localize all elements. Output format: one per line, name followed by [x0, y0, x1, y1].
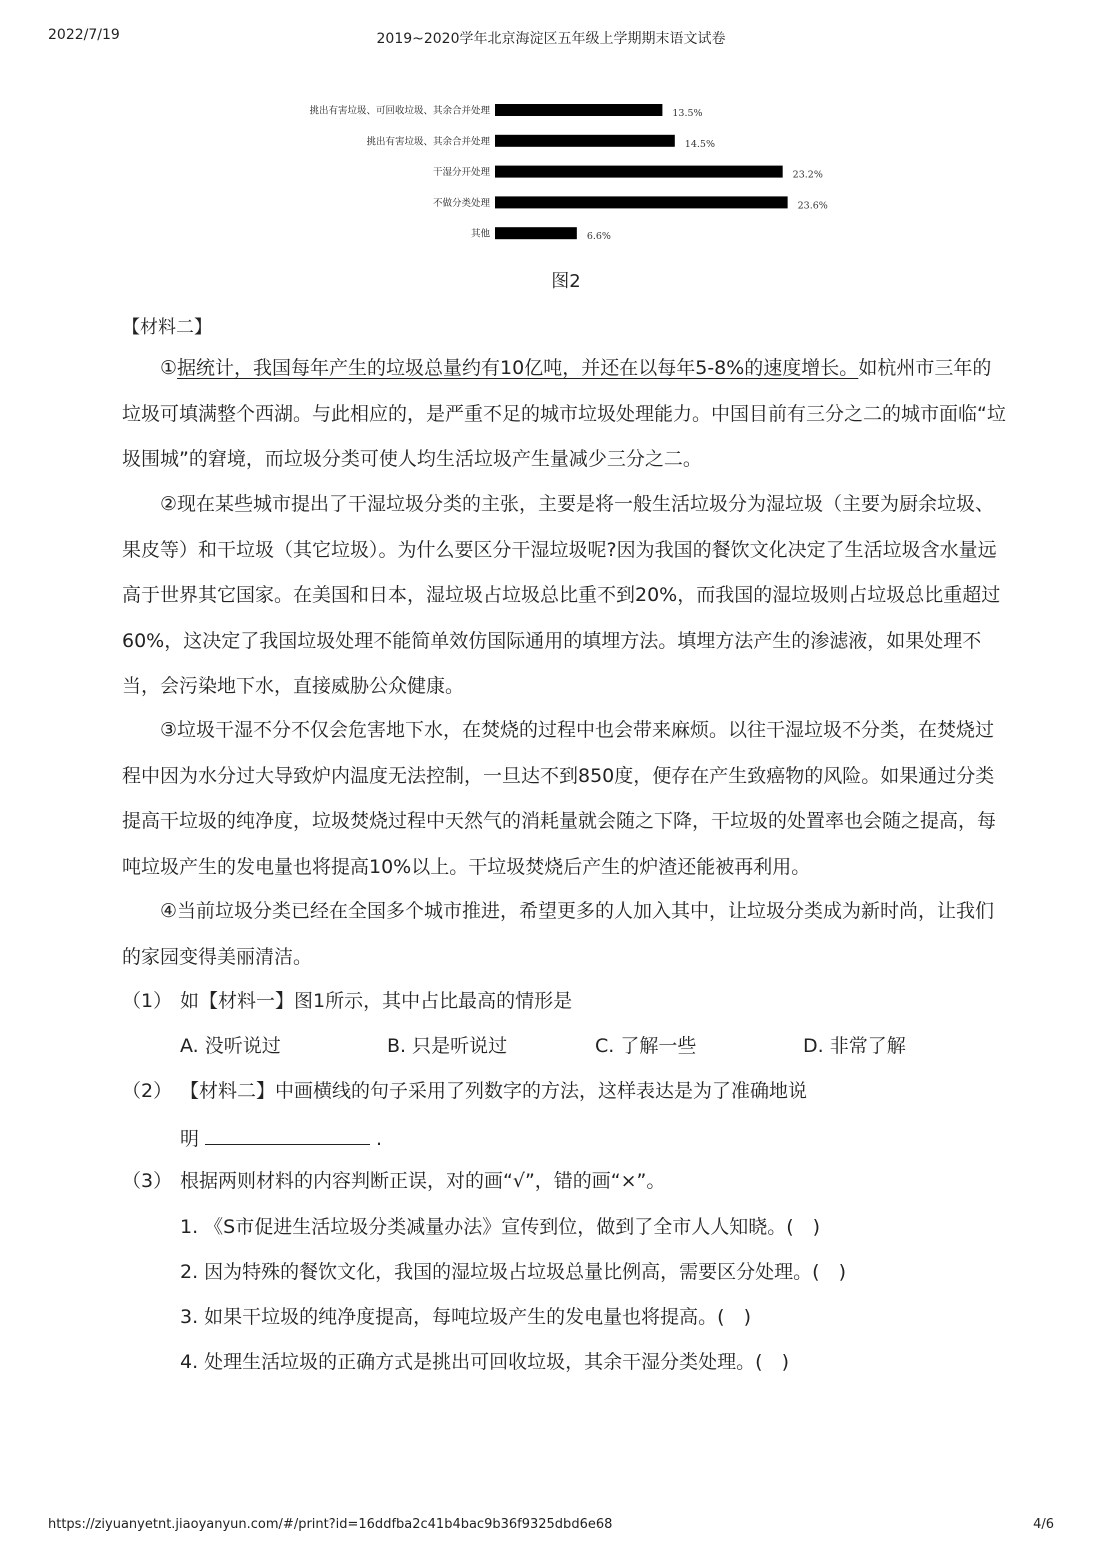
judgement-item-2: 2. 因为特殊的餐饮文化，我国的湿垃圾占垃圾总量比例高，需要区分处理。( ) [180, 1261, 846, 1283]
category-label: 挑出有害垃圾、可回收垃圾、其余合并处理 [309, 105, 490, 117]
value-label: 14.5% [684, 138, 715, 150]
bar-chart [300, 96, 840, 246]
value-label: 6.6% [586, 231, 611, 243]
category-label: 干湿分开处理 [432, 167, 490, 179]
figure-caption: 图2 [551, 271, 581, 292]
question-3-number: （3） [122, 1170, 173, 1192]
question-1-text: 如【材料一】图1所示，其中占比最高的情形是 [180, 990, 573, 1012]
answer-blank[interactable] [205, 1122, 370, 1145]
category-label: 其他 [470, 228, 490, 240]
bar [495, 196, 788, 208]
bar [495, 166, 783, 178]
bar [495, 135, 675, 147]
paragraph-1-number: ① [160, 357, 178, 379]
question-1 [122, 986, 572, 1016]
question-2-text: 【材料二】中画横线的句子采用了列数字的方法，这样表达是为了准确地说 [180, 1080, 808, 1102]
option-a: A. 没听说过 [180, 1035, 281, 1057]
question-2-prefix: 明 [180, 1128, 200, 1150]
question-3-text: 根据两则材料的内容判断正误，对的画“√”，错的画“×”。 [180, 1170, 666, 1192]
value-label: 23.6% [797, 200, 828, 212]
question-2-suffix: . [376, 1128, 383, 1150]
underlined-sentence: 据统计，我国每年产生的垃圾总量约有10亿吨，并还在以每年5-8%的速度增长。 [177, 357, 859, 379]
question-2-continuation [180, 1122, 382, 1154]
bar [495, 227, 577, 239]
header-title: 2019~2020学年北京海淀区五年级上学期期末语文试卷 [376, 31, 726, 47]
paragraph-1 [122, 346, 1010, 483]
material-title: 【材料二】 [122, 317, 212, 338]
chart-canvas [300, 96, 840, 246]
option-b: B. 只是听说过 [387, 1035, 508, 1057]
question-2 [122, 1076, 807, 1106]
footer-url: https://ziyuanyetnt.jiaoyanyun.com/#/print?id=16ddfba2c41b4bac9b36f9325dbd6e68 [48, 1517, 613, 1532]
question-1-number: （1） [122, 990, 173, 1012]
question-2-number: （2） [122, 1080, 173, 1102]
judgement-item-3: 3. 如果干垃圾的纯净度提高，每吨垃圾产生的发电量也将提高。( ) [180, 1306, 751, 1328]
judgement-item-1: 1. 《S市促进生活垃圾分类减量办法》宣传到位，做到了全市人人知晓。( ) [180, 1216, 821, 1238]
option-d: D. 非常了解 [803, 1035, 906, 1057]
question-3 [122, 1166, 665, 1196]
judgement-item-4: 4. 处理生活垃圾的正确方式是挑出可回收垃圾，其余干湿分类处理。( ) [180, 1351, 789, 1373]
value-label: 13.5% [672, 108, 703, 119]
paragraph-3: ③垃圾干湿不分不仅会危害地下水，在焚烧的过程中也会带来麻烦。以往干湿垃圾不分类，在焚烧过程中因为水分过大导致炉内温度无法控制，一旦达不到850度，便存在产生致癌物的风险。如果通过分类提高干垃圾的纯净度，垃圾焚烧过程中天然气的消耗量就会随之下降，干垃圾的处置率也会随之提高，每吨垃圾产生的发电量也将提高10%以上。干垃圾焚烧后产生的炉渣还能被再利用。 [122, 719, 997, 878]
category-label: 不做分类处理 [432, 197, 490, 209]
option-c: C. 了解一些 [595, 1035, 697, 1057]
footer-page-number: 4/6 [1033, 1517, 1054, 1532]
paragraph-4: ④当前垃圾分类已经在全国多个城市推进，希望更多的人加入其中，让垃圾分类成为新时尚，让我们的家园变得美丽清洁。 [122, 900, 995, 968]
value-label: 23.2% [792, 169, 823, 181]
header-date: 2022/7/19 [48, 27, 120, 43]
category-label: 挑出有害垃圾、其余合并处理 [366, 136, 490, 148]
paragraph-1-rest: 如杭州市三年的垃圾可填满整个西湖。与此相应的，是严重不足的城市垃圾处理能力。中国目前有三分之二的城市面临“垃圾围城”的窘境，而垃圾分类可使人均生活垃圾产生量减少三分之二。 [122, 357, 1006, 470]
bar [495, 104, 662, 116]
paragraph-2: ②现在某些城市提出了干湿垃圾分类的主张，主要是将一般生活垃圾分为湿垃圾（主要为厨余垃圾、果皮等）和干垃圾（其它垃圾）。为什么要区分干湿垃圾呢?因为我国的餐饮文化决定了生活垃圾含水量远高于世界其它国家。在美国和日本，湿垃圾占垃圾总比重不到20%，而我国的湿垃圾则占垃圾总比重超过60%，这决定了我国垃圾处理不能简单效仿国际通用的填埋方法。填埋方法产生的渗滤液，如果处理不当，会污染地下水，直接威胁公众健康。 [122, 493, 1001, 697]
